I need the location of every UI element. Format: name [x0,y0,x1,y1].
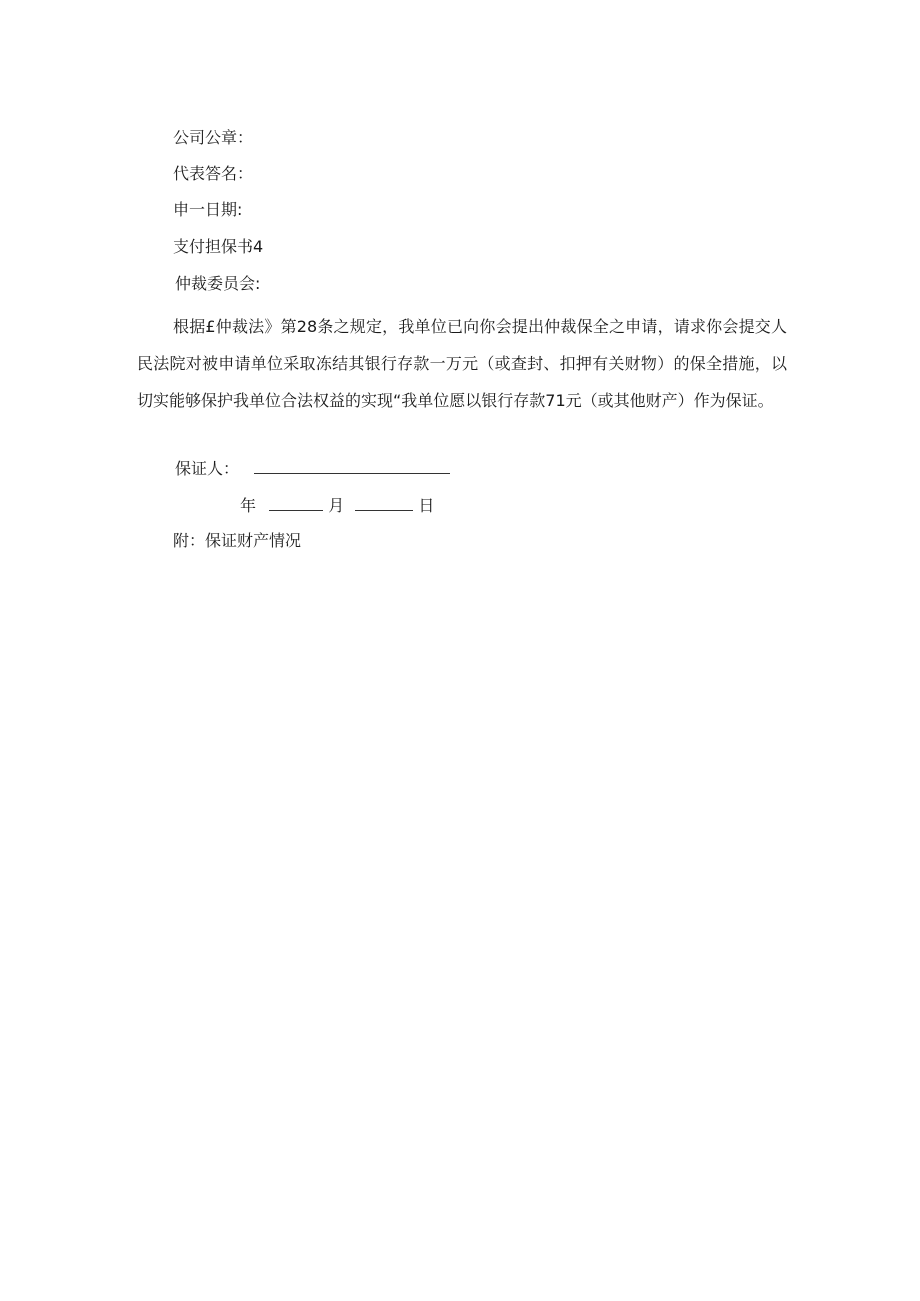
addressee: 仲裁委员会: [175,274,261,293]
attachment-label: 附：保证财产情况 [173,531,302,550]
guarantor-label: 保证人： [175,459,240,478]
date-month-blank [269,494,323,511]
date-month-label: 月 [328,496,345,515]
guarantor-signature-blank [254,457,450,474]
date-line [240,494,434,516]
guarantor-line [175,457,450,479]
company-seal-label: 公司公章： [173,128,254,147]
body-paragraph-text: 根据£仲裁法》第28条之规定，我单位已向你会提出仲裁保全之申请，请求你会提交人民法院对被申请单位采取冻结其银行存款一万元（或查封、扣押有关财物）的保全措施，以切实能够保护我单位合法权益的实现“我单位愿以银行存款71元（或其他财产）作为保证。 [137,317,787,410]
date-year-label: 年 [240,496,257,515]
date-day-label: 日 [418,496,435,515]
rep-signature-label: 代表答名： [173,164,254,183]
apply-date-label: 申一日期: [173,200,243,219]
section-title: 支付担保书4 [173,237,264,256]
date-day-blank [355,494,413,511]
body-paragraph [137,308,787,419]
